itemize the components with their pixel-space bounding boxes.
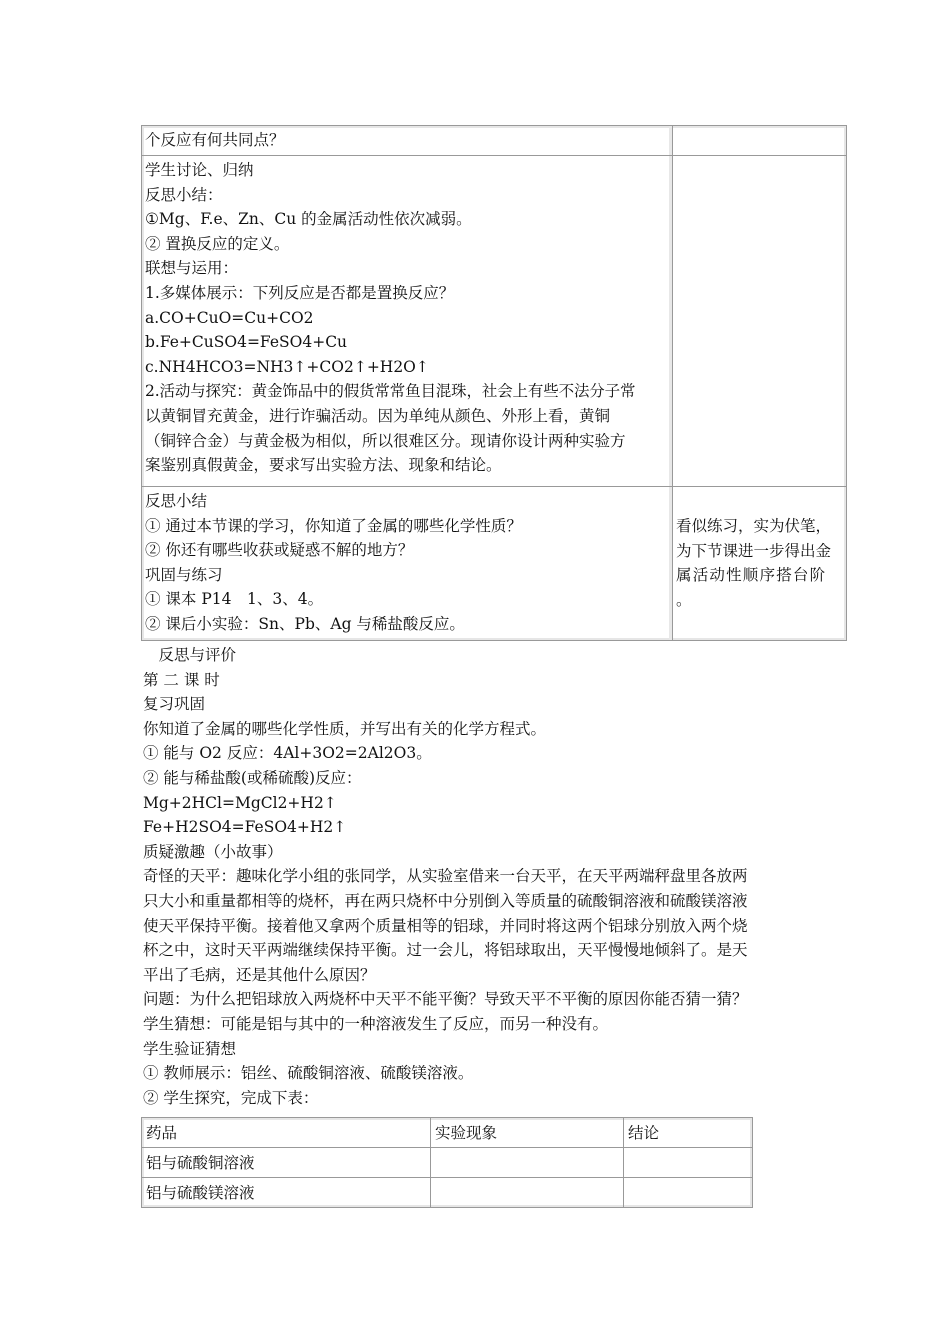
experiment-table [141,1117,753,1208]
table-row [142,1148,753,1178]
text-line: ② 能与稀盐酸(或稀硫酸)反应： [143,768,362,787]
table-cell [673,126,846,155]
note-line: 看似练习，实为伏笔， [676,517,832,535]
table-cell [142,156,673,486]
story-line: 杯之中，这时天平两端继续保持平衡。过一会儿，将铝球取出，天平慢慢地倾斜了。是天 [143,941,748,960]
equation-line: Mg+2HCl=MgCl2+H2↑ [143,793,337,812]
section-heading: 质疑激趣（小故事） [143,842,283,861]
text-line: （铜锌合金）与黄金极为相似，所以很难区分。现请你设计两种实验方 [145,431,626,450]
story-line: 使天平保持平衡。接着他又拿两个质量相等的铝球，并同时将这两个铝球分别放入两个烧 [143,916,748,935]
text-line: ① 通过本节课的学习，你知道了金属的哪些化学性质？ [145,516,522,535]
text-line: 学生讨论、归纳 [145,161,254,179]
story-line: 只大小和重量都相等的烧杯，再在两只烧杯中分别倒入等质量的硫酸铜溶液和硫酸镁溶液 [143,891,748,910]
text-line: ① 能与 O2 反应：4Al+3O2=2Al2O3。 [143,744,432,763]
text-line: 学生验证猜想 [143,1039,237,1058]
equation-line: a.CO+CuO=Cu+CO2 [145,308,314,327]
section-heading: 反思与评价 [143,646,237,664]
note-line: 。 [676,590,692,609]
table-row [142,126,846,156]
table-cell [624,1148,753,1178]
story-line: 奇怪的天平：趣味化学小组的张同学，从实验室借来一台天平，在天平两端秤盘里各放两 [143,867,748,886]
table-cell [673,156,846,486]
equation-line: b.Fe+CuSO4=FeSO4+Cu [145,333,348,352]
lesson-table [141,125,847,641]
table-cell: 个反应有何共同点？ [142,126,673,155]
table-cell [431,1178,624,1208]
table-cell [624,1178,753,1208]
table-header-cell: 结论 [624,1118,753,1148]
text-line: 巩固与练习 [145,565,223,584]
text-line: ① 教师展示：铝丝、硫酸铜溶液、硫酸镁溶液。 [143,1064,474,1083]
text-line: 你知道了金属的哪些化学性质，并写出有关的化学方程式。 [143,719,547,738]
body-text [143,643,748,1110]
equation-line: c.NH4HCO3=NH3↑+CO2↑+H2O↑ [145,357,429,376]
table-row [142,156,846,487]
text-line: 2.活动与探究：黄金饰品中的假货常常鱼目混珠，社会上有些不法分子常 [145,382,636,401]
table-header-cell: 药品 [142,1118,431,1148]
section-heading: 复习巩固 [143,695,206,714]
text-line: ①Mg、F.e、Zn、Cu 的金属活动性依次减弱。 [145,210,472,229]
table-cell: 铝与硫酸镁溶液 [142,1178,431,1208]
section-heading: 第 二 课 时 [143,670,220,689]
note-line: 为下节课进一步得出金 [676,541,832,560]
text-line: 1.多媒体展示：下列反应是否都是置换反应？ [145,283,455,302]
table-header-row [142,1118,753,1148]
text-line: 联想与运用： [145,259,239,278]
text-line: 反思小结： [145,185,223,204]
table-cell: 铝与硫酸铜溶液 [142,1148,431,1178]
table-header-cell: 实验现象 [431,1118,624,1148]
story-line: 平出了毛病，还是其他什么原因？ [143,965,376,984]
text-line: 反思小结 [145,492,208,510]
text-line: ② 置换反应的定义。 [145,234,290,253]
text-line: 学生猜想：可能是铝与其中的一种溶液发生了反应，而另一种没有。 [143,1014,609,1033]
text-line: ② 学生探究，完成下表： [143,1088,319,1107]
table-cell [431,1148,624,1178]
text-line: 以黄铜冒充黄金，进行诈骗活动。因为单纯从颜色、外形上看，黄铜 [145,406,611,425]
table-cell [142,487,673,640]
text-line: ① 课本 P14 1、3、4。 [145,590,324,609]
text-line: 问题：为什么把铝球放入两烧杯中天平不能平衡？导致天平不平衡的原因你能否猜一猜？ [143,990,748,1009]
table-cell [673,487,846,640]
equation-line: Fe+H2SO4=FeSO4+H2↑ [143,818,347,837]
text-line: 案鉴别真假黄金，要求写出实验方法、现象和结论。 [145,456,502,475]
text-line: ② 你还有哪些收获或疑惑不解的地方？ [145,541,414,560]
text-line: ② 课后小实验：Sn、Pb、Ag 与稀盐酸反应。 [145,614,465,633]
table-row [142,487,846,640]
note-line: 属活动性顺序搭台阶 [676,566,827,585]
table-row [142,1178,753,1208]
